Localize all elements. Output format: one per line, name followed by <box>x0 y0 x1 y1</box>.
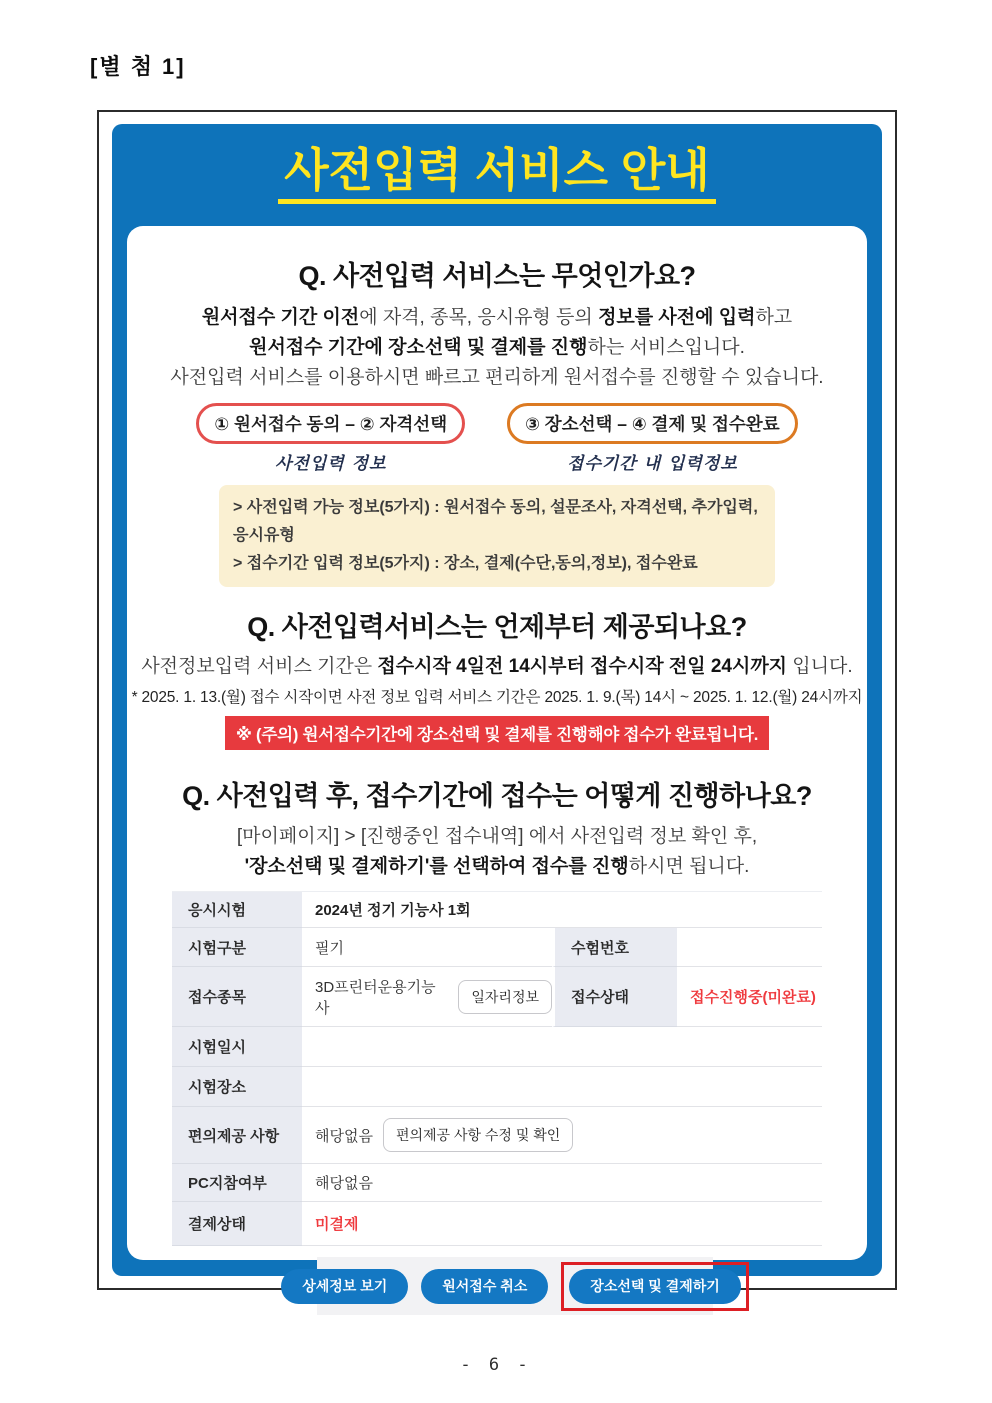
row-pc-bring-label: PC지참여부 <box>172 1164 302 1202</box>
q1-line1-normal1: 에 자격, 종목, 응시유형 등의 <box>359 307 599 328</box>
document-frame <box>97 110 897 1294</box>
flyer-banner <box>112 124 882 1294</box>
q2-line1-bold: 접수시작 4일전 14시부터 접수시작 전일 24시까지 <box>377 656 788 677</box>
pre-input-steps <box>196 403 465 474</box>
question-2-note: * 2025. 1. 13.(월) 접수 시작이면 사전 정보 입력 서비스 기간은 2025. 1. 9.(목) 14시 ~ 2025. 1. 12.(월) 24시까지 <box>131 689 863 706</box>
row-exam-value: 2024년 정기 기능사 1회 <box>302 892 822 928</box>
row-exam-place-value <box>302 1067 822 1107</box>
job-info-button[interactable]: 일자리정보 <box>458 980 552 1014</box>
row-candidate-no-label: 수험번호 <box>552 928 677 967</box>
question-3-heading: Q. 사전입력 후, 접수기간에 접수는 어떻게 진행하나요? <box>182 781 812 811</box>
action-button-strip <box>302 1257 720 1315</box>
cancel-registration-button[interactable]: 원서접수 취소 <box>421 1269 548 1304</box>
q1-line-2 <box>127 333 867 363</box>
flyer-title: 사전입력 서비스 안내 <box>278 146 716 204</box>
q1-line2-bold: 원서접수 기간에 장소선택 및 결제를 진행 <box>249 337 588 358</box>
row-status-value <box>677 967 822 1027</box>
row-exam-datetime-value <box>302 1027 822 1067</box>
registration-table <box>172 891 822 1246</box>
row-exam-label: 응시시험 <box>172 892 302 928</box>
q3-line2-bold: '장소선택 및 결제하기'를 선택하여 접수를 진행 <box>244 856 629 877</box>
page-number: - 6 - <box>460 1355 532 1375</box>
info-line-2: > 접수기간 입력 정보(5가지) : 장소, 결제(수단,동의,정보), 접수완료 <box>233 555 698 572</box>
accommodation-text: 해당없음 <box>315 1127 373 1145</box>
step-caption-pre-input: 사전입력 정보 <box>275 454 387 474</box>
row-exam-type-label: 시험구분 <box>172 928 302 967</box>
question-1-heading: Q. 사전입력 서비스는 무엇인가요? <box>298 261 696 291</box>
attachment-label: [별 첨 1] <box>90 54 186 79</box>
q1-line-1 <box>127 303 867 333</box>
q2-line1-normal2: 입니다. <box>787 656 853 677</box>
info-line-1: > 사전입력 가능 정보(5가지) : 원서접수 동의, 설문조사, 자격선택, 추가입력, 응시유형 <box>233 499 758 544</box>
row-exam-type-value: 필기 <box>302 928 552 967</box>
q1-line-3: 사전입력 서비스를 이용하시면 빠르고 편리하게 원서접수를 진행할 수 있습니다. <box>170 367 824 388</box>
q1-line1-bold2: 정보를 사전에 입력 <box>598 307 756 328</box>
q1-line1-normal2: 하고 <box>755 307 793 328</box>
row-payment-status-label: 결제상태 <box>172 1202 302 1246</box>
q3-line2-normal: 하시면 됩니다. <box>628 856 750 877</box>
row-exam-datetime-label: 시험일시 <box>172 1027 302 1067</box>
row-payment-status-value <box>302 1202 822 1246</box>
q2-line1-normal1: 사전정보입력 서비스 기간은 <box>141 656 378 677</box>
row-status-label: 접수상태 <box>552 967 677 1027</box>
question-1-body <box>127 303 867 393</box>
highlight-annotation <box>561 1262 749 1311</box>
info-summary-box <box>219 485 775 587</box>
flyer-content <box>127 226 867 1294</box>
q1-line2-normal: 하는 서비스입니다. <box>587 337 745 358</box>
step-pill-period: ③ 장소선택 – ④ 결제 및 접수완료 <box>507 403 798 444</box>
subject-name: 3D프린터운용기능사 <box>315 978 436 1017</box>
question-3-body <box>127 822 867 882</box>
period-steps <box>507 403 798 474</box>
q3-line-2 <box>127 852 867 882</box>
step-caption-period: 접수기간 내 입력정보 <box>567 454 738 474</box>
flyer-header <box>112 124 882 226</box>
row-subject-label: 접수종목 <box>172 967 302 1027</box>
select-place-pay-button[interactable]: 장소선택 및 결제하기 <box>569 1269 741 1304</box>
row-accommodation-label: 편의제공 사항 <box>172 1107 302 1164</box>
question-2-body <box>127 652 867 682</box>
row-exam-place-label: 시험장소 <box>172 1067 302 1107</box>
status-badge: 접수진행중(미완료) <box>690 989 816 1006</box>
detail-info-button[interactable]: 상세정보 보기 <box>281 1269 408 1304</box>
payment-status-badge: 미결제 <box>315 1216 359 1233</box>
question-2-heading: Q. 사전입력서비스는 언제부터 제공되나요? <box>247 612 747 642</box>
q1-line1-bold1: 원서접수 기간 이전 <box>201 307 360 328</box>
row-subject-value <box>302 967 552 1027</box>
accommodation-edit-button[interactable]: 편의제공 사항 수정 및 확인 <box>383 1118 573 1152</box>
step-pill-pre-input: ① 원서접수 동의 – ② 자격선택 <box>196 403 465 444</box>
row-candidate-no-value <box>677 928 822 967</box>
row-accommodation-value <box>302 1107 822 1164</box>
row-pc-bring-value: 해당없음 <box>302 1164 822 1202</box>
steps-row <box>127 403 867 474</box>
q3-line-1: [마이페이지] > [진행중인 접수내역] 에서 사전입력 정보 확인 후, <box>236 826 758 847</box>
caution-banner: ※ (주의) 원서접수기간에 장소선택 및 결제를 진행해야 접수가 완료됩니다. <box>225 716 769 750</box>
